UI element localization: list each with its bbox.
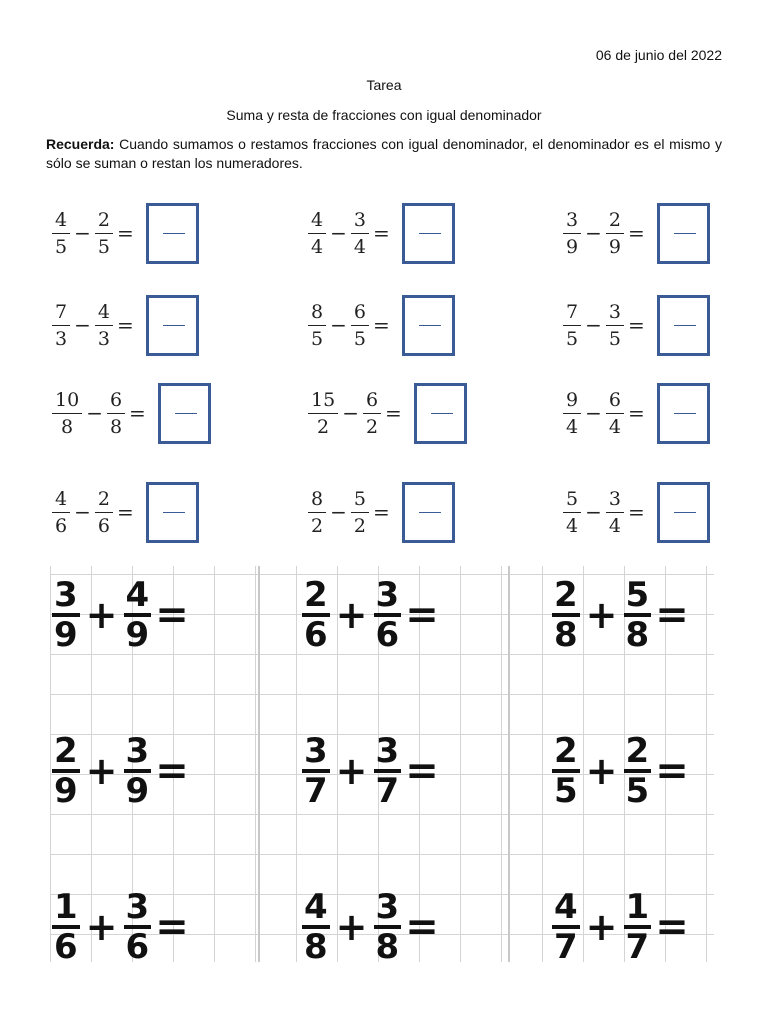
- fraction-subtrahend: [95, 488, 113, 537]
- fraction-bar: [563, 413, 581, 414]
- plus-sign: +: [585, 593, 618, 637]
- numerator: 2: [608, 208, 621, 231]
- fraction-bar: [351, 233, 369, 234]
- denominator: 9: [54, 615, 78, 655]
- denominator: 6: [55, 514, 68, 537]
- numerator: 9: [566, 388, 579, 411]
- denominator: 5: [554, 771, 578, 811]
- fraction-addend-1: [302, 731, 330, 811]
- fraction-addend-2: [124, 887, 152, 967]
- subtraction-exercise: [52, 378, 211, 448]
- addition-exercise: [302, 575, 439, 655]
- fraction-bar: [308, 413, 338, 414]
- minus-sign: −: [74, 500, 91, 524]
- denominator: 8: [109, 415, 123, 438]
- denominator: 9: [54, 771, 78, 811]
- fraction-addend-1: [52, 887, 80, 967]
- equals-sign: =: [655, 592, 689, 638]
- fraction-minuend: [563, 389, 581, 438]
- equals-sign: =: [385, 401, 402, 425]
- fraction-subtrahend: [606, 488, 624, 537]
- fraction-bar: [351, 325, 369, 326]
- numerator: 2: [97, 208, 110, 231]
- fraction-subtrahend: [351, 488, 369, 537]
- answer-box[interactable]: [402, 295, 455, 356]
- denominator: 4: [311, 235, 324, 258]
- denominator: 7: [375, 771, 400, 811]
- numerator: 2: [554, 731, 578, 771]
- fraction-minuend: [308, 488, 326, 537]
- reminder-text: Cuando sumamos o restamos fracciones con igual denominador, el denominador es el mismo y sólo se suman o restan los numeradores.: [46, 136, 722, 171]
- fraction-bar: [95, 233, 113, 234]
- fraction-addend-2: [374, 887, 402, 967]
- equals-sign: =: [155, 904, 189, 950]
- fraction-addend-1: [552, 887, 580, 967]
- answer-box[interactable]: [414, 383, 467, 444]
- plus-sign: +: [335, 749, 368, 793]
- numerator: 6: [109, 388, 123, 411]
- subtraction-exercise: [52, 198, 199, 268]
- fraction-bar: [563, 512, 581, 513]
- denominator: 9: [125, 615, 150, 655]
- answer-fraction-bar: [163, 512, 185, 513]
- fraction-subtrahend: [606, 209, 624, 258]
- numerator: 6: [608, 388, 621, 411]
- numerator: 3: [608, 300, 621, 323]
- subtraction-exercise: [308, 477, 455, 547]
- answer-fraction-bar: [674, 413, 696, 414]
- fraction-minuend: [563, 301, 581, 350]
- fraction-minuend: [308, 389, 338, 438]
- numerator: 3: [608, 487, 621, 510]
- answer-box[interactable]: [402, 482, 455, 543]
- numerator: 4: [304, 887, 328, 927]
- fraction-bar: [606, 325, 624, 326]
- subtraction-exercise: [563, 378, 710, 448]
- denominator: 4: [608, 415, 621, 438]
- minus-sign: −: [330, 221, 347, 245]
- equals-sign: =: [655, 904, 689, 950]
- minus-sign: −: [585, 221, 602, 245]
- denominator: 5: [353, 327, 366, 350]
- equals-sign: =: [627, 500, 645, 524]
- numerator: 7: [55, 300, 68, 323]
- denominator: 8: [625, 615, 650, 655]
- numerator: 1: [54, 887, 78, 927]
- equals-sign: =: [372, 500, 390, 524]
- answer-fraction-bar: [674, 233, 696, 234]
- equals-sign: =: [129, 401, 146, 425]
- numerator: 3: [375, 731, 400, 771]
- denominator: 6: [304, 615, 328, 655]
- fraction-bar: [95, 512, 113, 513]
- answer-box[interactable]: [657, 482, 710, 543]
- answer-fraction-bar: [163, 325, 185, 326]
- answer-fraction-bar: [419, 233, 441, 234]
- denominator: 5: [97, 235, 110, 258]
- page-subtitle: Suma y resta de fracciones con igual denominador: [226, 107, 542, 123]
- numerator: 8: [311, 300, 324, 323]
- equals-sign: =: [116, 313, 134, 337]
- subtraction-exercise: [308, 198, 455, 268]
- fraction-bar: [52, 413, 82, 414]
- numerator: 3: [566, 208, 579, 231]
- denominator: 8: [304, 927, 328, 967]
- plus-sign: +: [85, 593, 118, 637]
- denominator: 7: [304, 771, 328, 811]
- addition-exercise: [52, 887, 189, 967]
- denominator: 9: [566, 235, 579, 258]
- minus-sign: −: [74, 221, 91, 245]
- answer-box[interactable]: [146, 482, 199, 543]
- equals-sign: =: [405, 592, 439, 638]
- answer-box[interactable]: [146, 295, 199, 356]
- subtraction-exercise: [563, 477, 710, 547]
- fraction-bar: [95, 325, 113, 326]
- fraction-bar: [351, 512, 369, 513]
- fraction-addend-1: [302, 575, 330, 655]
- denominator: 2: [311, 514, 324, 537]
- reminder-label: Recuerda:: [46, 136, 115, 152]
- denominator: 5: [625, 771, 650, 811]
- denominator: 3: [97, 327, 110, 350]
- minus-sign: −: [585, 313, 602, 337]
- date: 06 de junio del 2022: [595, 47, 722, 63]
- answer-fraction-bar: [163, 233, 185, 234]
- column-divider: [508, 566, 510, 962]
- fraction-bar: [606, 233, 624, 234]
- fraction-bar: [107, 413, 125, 414]
- addition-exercise: [552, 731, 689, 811]
- fraction-bar: [308, 233, 326, 234]
- numerator: 5: [566, 487, 579, 510]
- answer-fraction-bar: [674, 325, 696, 326]
- plus-sign: +: [585, 905, 618, 949]
- fraction-bar: [52, 512, 70, 513]
- fraction-subtrahend: [606, 301, 624, 350]
- numerator: 1: [625, 887, 650, 927]
- fraction-subtrahend: [95, 209, 113, 258]
- subtraction-exercise: [308, 378, 467, 448]
- fraction-minuend: [563, 209, 581, 258]
- fraction-minuend: [52, 488, 70, 537]
- fraction-bar: [563, 325, 581, 326]
- fraction-addend-1: [302, 887, 330, 967]
- plus-sign: +: [585, 749, 618, 793]
- plus-sign: +: [85, 749, 118, 793]
- fraction-bar: [308, 512, 326, 513]
- fraction-subtrahend: [351, 301, 369, 350]
- addition-exercise: [52, 575, 189, 655]
- numerator: 10: [55, 388, 80, 411]
- denominator: 4: [566, 415, 579, 438]
- fraction-addend-2: [374, 575, 402, 655]
- fraction-subtrahend: [95, 301, 113, 350]
- equals-sign: =: [405, 748, 439, 794]
- column-divider: [258, 566, 260, 962]
- numerator: 4: [97, 300, 110, 323]
- fraction-addend-1: [552, 731, 580, 811]
- subtraction-exercise: [52, 477, 199, 547]
- equals-sign: =: [627, 221, 645, 245]
- numerator: 4: [55, 208, 68, 231]
- answer-fraction-bar: [175, 413, 197, 414]
- fraction-subtrahend: [107, 389, 125, 438]
- equals-sign: =: [155, 748, 189, 794]
- fraction-bar: [52, 233, 70, 234]
- denominator: 8: [61, 415, 74, 438]
- numerator: 2: [625, 731, 650, 771]
- denominator: 6: [54, 927, 78, 967]
- numerator: 3: [353, 208, 366, 231]
- fraction-bar: [606, 413, 624, 414]
- minus-sign: −: [330, 500, 347, 524]
- plus-sign: +: [85, 905, 118, 949]
- equals-sign: =: [655, 748, 689, 794]
- denominator: 6: [125, 927, 150, 967]
- denominator: 4: [608, 514, 621, 537]
- equals-sign: =: [372, 313, 390, 337]
- equals-sign: =: [155, 592, 189, 638]
- fraction-addend-1: [52, 575, 80, 655]
- minus-sign: −: [74, 313, 91, 337]
- fraction-addend-2: [624, 731, 652, 811]
- equals-sign: =: [405, 904, 439, 950]
- fraction-bar: [308, 325, 326, 326]
- subtraction-exercise: [308, 290, 455, 360]
- answer-box[interactable]: [158, 383, 211, 444]
- numerator: 2: [304, 575, 328, 615]
- numerator: 4: [55, 487, 68, 510]
- fraction-subtrahend: [363, 389, 381, 438]
- addition-exercise: [52, 731, 189, 811]
- subtraction-exercise: [52, 290, 199, 360]
- denominator: 9: [608, 235, 621, 258]
- equals-sign: =: [116, 221, 134, 245]
- numerator: 7: [566, 300, 579, 323]
- denominator: 2: [353, 514, 366, 537]
- denominator: 8: [554, 615, 578, 655]
- denominator: 7: [554, 927, 578, 967]
- fraction-minuend: [563, 488, 581, 537]
- fraction-bar: [563, 233, 581, 234]
- answer-box[interactable]: [402, 203, 455, 264]
- denominator: 5: [311, 327, 324, 350]
- denominator: 9: [125, 771, 150, 811]
- answer-box[interactable]: [657, 383, 710, 444]
- addition-exercise: [302, 887, 439, 967]
- numerator: 4: [125, 575, 150, 615]
- fraction-addend-2: [124, 731, 152, 811]
- answer-box[interactable]: [146, 203, 199, 264]
- numerator: 3: [304, 731, 328, 771]
- plus-sign: +: [335, 593, 368, 637]
- denominator: 5: [55, 235, 68, 258]
- denominator: 8: [375, 927, 400, 967]
- denominator: 5: [566, 327, 579, 350]
- answer-fraction-bar: [674, 512, 696, 513]
- reminder-paragraph: [46, 135, 722, 173]
- numerator: 3: [375, 887, 400, 927]
- denominator: 4: [566, 514, 579, 537]
- minus-sign: −: [330, 313, 347, 337]
- addition-exercise: [552, 575, 689, 655]
- denominator: 2: [365, 415, 379, 438]
- addition-exercise: [552, 887, 689, 967]
- fraction-bar: [606, 512, 624, 513]
- fraction-addend-2: [624, 575, 652, 655]
- numerator: 3: [375, 575, 400, 615]
- minus-sign: −: [585, 401, 602, 425]
- fraction-minuend: [52, 301, 70, 350]
- fraction-addend-2: [624, 887, 652, 967]
- denominator: 2: [317, 415, 330, 438]
- fraction-addend-1: [552, 575, 580, 655]
- answer-fraction-bar: [419, 512, 441, 513]
- numerator: 6: [365, 388, 379, 411]
- answer-box[interactable]: [657, 295, 710, 356]
- fraction-subtrahend: [351, 209, 369, 258]
- numerator: 2: [54, 731, 78, 771]
- denominator: 4: [353, 235, 366, 258]
- equals-sign: =: [116, 500, 134, 524]
- answer-fraction-bar: [431, 413, 453, 414]
- equals-sign: =: [372, 221, 390, 245]
- numerator: 15: [311, 388, 336, 411]
- minus-sign: −: [342, 401, 359, 425]
- subtraction-exercise: [563, 198, 710, 268]
- fraction-addend-1: [52, 731, 80, 811]
- numerator: 6: [353, 300, 366, 323]
- numerator: 3: [54, 575, 78, 615]
- fraction-bar: [52, 325, 70, 326]
- numerator: 8: [311, 487, 324, 510]
- numerator: 2: [97, 487, 110, 510]
- numerator: 5: [625, 575, 650, 615]
- plus-sign: +: [335, 905, 368, 949]
- fraction-minuend: [308, 209, 326, 258]
- denominator: 6: [97, 514, 110, 537]
- denominator: 3: [55, 327, 68, 350]
- minus-sign: −: [86, 401, 103, 425]
- denominator: 7: [625, 927, 650, 967]
- fraction-subtrahend: [606, 389, 624, 438]
- denominator: 6: [375, 615, 400, 655]
- fraction-addend-2: [374, 731, 402, 811]
- addition-exercise: [302, 731, 439, 811]
- fraction-bar: [363, 413, 381, 414]
- numerator: 3: [125, 887, 150, 927]
- numerator: 2: [554, 575, 578, 615]
- numerator: 5: [353, 487, 366, 510]
- equals-sign: =: [627, 401, 645, 425]
- numerator: 4: [554, 887, 578, 927]
- fraction-addend-2: [124, 575, 152, 655]
- fraction-minuend: [52, 389, 82, 438]
- minus-sign: −: [585, 500, 602, 524]
- answer-fraction-bar: [419, 325, 441, 326]
- fraction-minuend: [52, 209, 70, 258]
- subtraction-exercise: [563, 290, 710, 360]
- equals-sign: =: [627, 313, 645, 337]
- fraction-minuend: [308, 301, 326, 350]
- denominator: 5: [608, 327, 621, 350]
- numerator: 4: [311, 208, 324, 231]
- answer-box[interactable]: [657, 203, 710, 264]
- numerator: 3: [125, 731, 150, 771]
- page-title: Tarea: [366, 77, 402, 93]
